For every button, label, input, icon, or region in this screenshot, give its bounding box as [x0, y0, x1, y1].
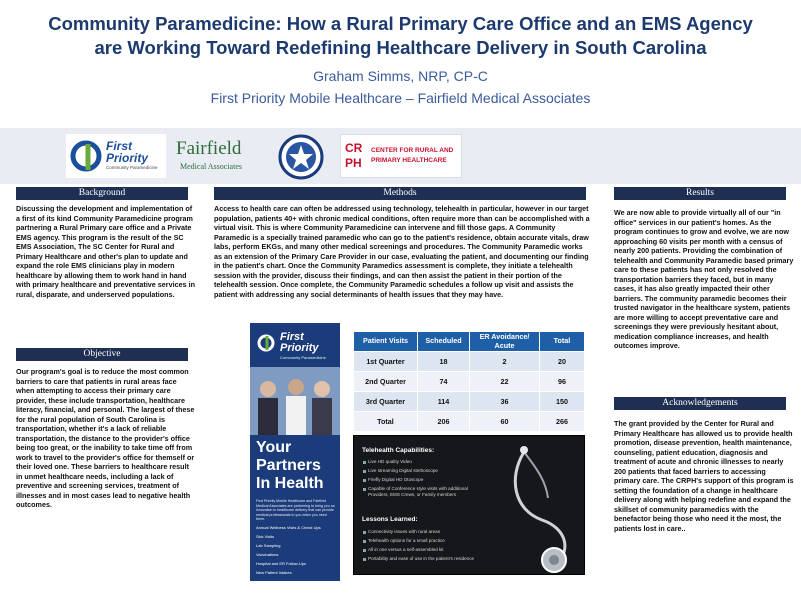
first-priority-logo-tag: Community Paramedicine: [106, 165, 158, 170]
brochure-slogan-3: In Health: [256, 475, 324, 492]
table-row: [354, 352, 585, 372]
telehealth-capability-item: Live streaming Digital stethoscope: [368, 468, 488, 474]
crph-logo: [340, 134, 462, 178]
results-text: We are now able to provide virtually all of our "in office" services in our patient's homes. As the program continues to grow and evolve, we are now approaching 60 visits per month with a census of nearly 200 patients. Providing the combination of telehealth and Community Paramedic based primary care to these patients has not only resolved the transportation barriers they faced, but in many cases, it has also greatly impacted their other barriers. The community paramedic becomes their trusted navigator in the healthcare system, patients are more willing to accept preventative care and screenings they were previously hesitant about, medication compliance increases, and health outcomes improve.: [614, 208, 794, 350]
background-heading: Background: [16, 187, 188, 200]
title-line-2: are Working Toward Redefining Healthcare Delivery in South Carolina: [94, 37, 707, 58]
fairfield-logo-line1: Fairfield: [176, 138, 242, 159]
brochure-service-item: Vaccinations: [256, 552, 279, 557]
fairfield-logo-line2: Medical Associates: [180, 162, 242, 171]
poster-header: [0, 0, 801, 128]
table-cell: 266: [540, 412, 585, 432]
telehealth-capabilities-heading: Telehealth Capabilities:: [362, 447, 435, 454]
table-row: [354, 412, 585, 432]
acknowledgements-heading: Acknowledgements: [614, 397, 786, 410]
first-priority-logo-line2: Priority: [106, 151, 149, 165]
table-header-cell: Total: [540, 332, 585, 352]
lessons-learned-heading: Lessons Learned:: [362, 516, 418, 523]
table-cell: 3rd Quarter: [354, 392, 418, 412]
table-cell: 74: [418, 372, 470, 392]
fairfield-logo: [174, 134, 266, 178]
brochure-service-item: New Patient Intakes: [256, 570, 292, 575]
brochure-service-item: Lab Sampling: [256, 543, 281, 548]
table-cell: 1st Quarter: [354, 352, 418, 372]
sc-ems-seal: [278, 134, 324, 180]
lesson-item: Portability and ease of use in the patient's residence: [368, 556, 488, 562]
telehealth-capability-item: Capable of Conference style visits with additional Providers, EMS Crews, or Family members: [368, 486, 488, 498]
brochure-brand-1: First: [280, 331, 304, 343]
table-cell: 20: [540, 352, 585, 372]
first-priority-logo: [66, 134, 166, 178]
methods-text: Access to health care can often be addressed using technology, telehealth in particular, however in our target population, patients 40+ with chronic medical conditions, often require more than can be accomplished with a virtual visit. This is where Community Paramedicine can intervene and fill those gaps. A Community Paramedic is a specially trained paramedic who can go to the patient's residence, obtain accurate vitals, draw labs, perform EKGs, and many other medical screenings and procedures. The Community Paramedic works as an extension of the Primary Care Provider in our case, evaluating the patient, and documenting our finding in the patient's chart. Once the Community Paramedics assessment is complete, they initiate a telehealth session with the provider, discuss their findings, and can then assist the patient in their portion of the telehealth session. Once complete, the Community Paramedic schedules a follow up visit and assists the patient with addressing any social determinants of health issues that they may have.: [214, 204, 590, 299]
crph-logo-line1: CENTER FOR RURAL AND: [371, 147, 454, 154]
table-header-row: [354, 332, 585, 352]
table-header-cell: ER Avoidance/ Acute: [470, 332, 540, 352]
table-row: [354, 372, 585, 392]
table-cell: Total: [354, 412, 418, 432]
brochure-image: [250, 323, 340, 581]
stethoscope-icon: [494, 438, 584, 574]
brochure-service-item: Annual Wellness Visits & Check Ups: [256, 525, 321, 530]
lesson-item: All in one versus a self-assembled kit: [368, 547, 488, 553]
objective-text: Our program's goal is to reduce the most common barriers to care that patients in rural areas face when attempting to access their primary care provider, these include transportation, healthcare literacy, financial, and personal. The largest of these for the rural population of South Carolina is transportation, whether it's a lack of reliable transportation, the distance to the provider's office being too great, or the inability to take time off from work to travel to the provider's office for themself or their loved one. These barriers to healthcare result in unmet healthcare needs, including a lack of preventive and screening services, treatment of illnesses and in most cases lead to negative health outcomes.: [16, 367, 195, 509]
first-priority-logo-line1: First: [106, 139, 133, 153]
table-cell: 36: [470, 392, 540, 412]
author: Graham Simms, NRP, CP-C: [313, 68, 488, 84]
affiliation: First Priority Mobile Healthcare – Fairfield Medical Associates: [210, 90, 591, 106]
telehealth-capability-item: Firefly Digital HD Otoscope: [368, 477, 488, 483]
acknowledgements-text: The grant provided by the Center for Rural and Primary Healthcare has allowed us to provide health promotion, disease prevention, health maintenance, counseling, patient education, diagnosis and treatment of acute and chronic illnesses to nearly 200 patients that faced barriers to accessing primary care. The CRPH's support of this program is setting the foundation of a change in healthcare delivery along with helping redefine and expand the skillset of community paramedics with the benefactor being those who need it the most, the patients lost in care..: [614, 419, 794, 533]
brochure-services: [256, 523, 338, 577]
brochure-service-item: Hospital and ER Follow-Ups: [256, 561, 307, 566]
telehealth-capability-item: Live HD quality Video: [368, 459, 488, 465]
crph-logo-line2: PRIMARY HEALTHCARE: [371, 157, 447, 164]
lesson-item: Telehealth options for a small practice: [368, 538, 488, 544]
telehealth-panel: [353, 435, 585, 575]
brochure-logo-icon: [256, 333, 276, 353]
table-cell: 206: [418, 412, 470, 432]
table-cell: 60: [470, 412, 540, 432]
table-cell: 114: [418, 392, 470, 412]
table-header-cell: Patient Visits: [354, 332, 418, 352]
lesson-item: Connectivity issues with rural areas: [368, 529, 488, 535]
brochure-tag: Community Paramedicine: [280, 355, 326, 360]
objective-heading: Objective: [16, 348, 188, 361]
background-text: Discussing the development and implementation of a first of its kind Community Paramedicine program partnering a Rural Primary care office and a Private EMS agency. This program is the result of the SC EMS Association, The SC Center for Rural and Primary Healthcare and other's plan to update and expand the role EMS clinicians play in modern healthcare by allowing them to work hand in hand with primary healthcare and preventative services in rural, disparate, and underserved populations.: [16, 204, 195, 299]
crph-logo-initials: CR PH: [345, 141, 363, 170]
table-cell: 2: [470, 352, 540, 372]
patient-visits-table: [353, 331, 585, 432]
table-cell: 22: [470, 372, 540, 392]
table-cell: 2nd Quarter: [354, 372, 418, 392]
brochure-slogan-1: Your: [256, 439, 292, 456]
methods-heading: Methods: [214, 187, 586, 200]
table-cell: 150: [540, 392, 585, 412]
table-cell: 18: [418, 352, 470, 372]
brochure-brand-2: Priority: [280, 342, 319, 354]
brochure-service-item: Sick Visits: [256, 534, 275, 539]
sc-ems-seal-icon: [278, 134, 324, 180]
brochure-blurb: First Priority Mobile Healthcare and Fairfield Medical Associates are partnering to bring you an innovation in healthcare delivery that can provide medical professionals to you when you need them.: [256, 499, 335, 522]
table-cell: 96: [540, 372, 585, 392]
brochure-slogan-2: Partners: [256, 457, 321, 474]
title-line-1: Community Paramedicine: How a Rural Primary Care Office and an EMS Agency: [48, 13, 753, 34]
poster-title: [20, 12, 781, 60]
table-row: [354, 392, 585, 412]
results-heading: Results: [614, 187, 786, 200]
table-header-cell: Scheduled: [418, 332, 470, 352]
